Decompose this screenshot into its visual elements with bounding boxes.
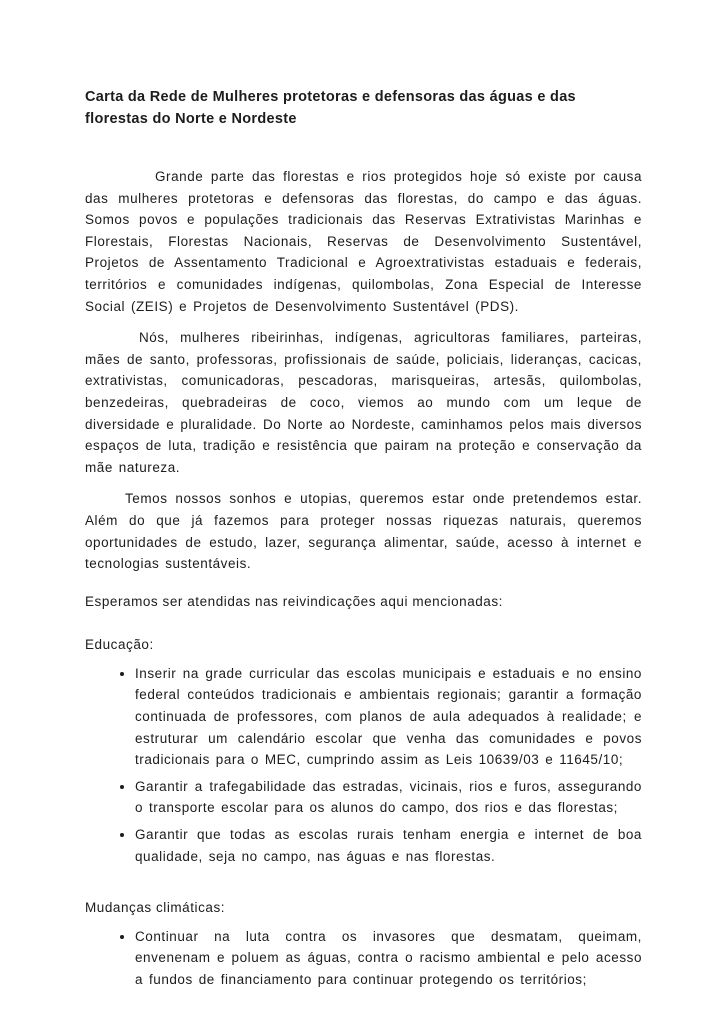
section-heading-educacao: Educação: [85, 637, 154, 653]
bullet-item: • Garantir a trafegabilidade das estradas, vicinais, rios e furos, assegurando o transporte escolar para os alunos do campo, dos rios e das florestas; [135, 776, 642, 819]
section-heading-mudancas-climaticas: Mudanças climáticas: [85, 900, 226, 916]
bullet-list-educacao [85, 663, 642, 867]
paragraph-dreams-utopias: Temos nossos sonhos e utopias, queremos estar onde pretendemos estar. Além do que já fazemos para proteger nossas riquezas naturais, queremos oportunidades de estudo, lazer, segurança alimentar, saúde, acesso à internet e tecnologias sustentáveis. [85, 491, 642, 572]
section-mudancas-climaticas [85, 897, 642, 990]
bullet-item: • Inserir na grade curricular das escolas municipais e estaduais e no ensino federal conteúdos tradicionais e ambientais regionais; garantir a formação continuada de professores, com planos de aula adequados à realidade; e estruturar um calendário escolar que venha das comunidades e povos tradicionais para o MEC, cumprindo assim as Leis 10639/03 e 11645/10; [135, 663, 642, 771]
claims-intro-line: Esperamos ser atendidas nas reivindicações aqui mencionadas: [85, 593, 503, 609]
bullet-item: • Continuar na luta contra os invasores que desmatam, queimam, envenenam e poluem as águas, contra o racismo ambiental e pelo acesso a fundos de financiamento para continuar protegendo os territórios; [135, 926, 642, 991]
paragraph-women-identities: Nós, mulheres ribeirinhas, indígenas, agricultoras familiares, parteiras, mães de santo, professoras, profissionais de saúde, policiais, lideranças, cacicas, extrativistas, comunicadoras, pescadoras, marisqueiras, artesãs, quilombolas, benzedeiras, quebradeiras de coco, viemos ao mundo com um leque de diversidade e pluralidade. Do Norte ao Nordeste, caminhamos pelos mais diversos espaços de luta, tradição e resistência que pairam na proteção e conservação da mãe natureza. [85, 330, 642, 475]
bullet-item: • Garantir que todas as escolas rurais tenham energia e internet de boa qualidade, seja no campo, nas águas e nas florestas. [135, 824, 642, 867]
paragraph-intro-forests: Grande parte das florestas e rios protegidos hoje só existe por causa das mulheres protetoras e defensoras das florestas, do campo e das águas. Somos povos e populações tradicionais das Reservas Extrativistas Marinhas e Florestais, Florestas Nacionais, Reservas de Desenvolvimento Sustentável, Projetos de Assentamento Tradicional e Agroextrativistas estaduais e federais, territórios e comunidades indígenas, quilombolas, Zona Especial de Interesse Social (ZEIS) e Projetos de Desenvolvimento Sustentável (PDS). [85, 169, 642, 314]
section-educacao [85, 634, 642, 867]
bullet-list-mudancas-climaticas [85, 926, 642, 991]
document-title: Carta da Rede de Mulheres protetoras e defensoras das águas e das florestas do Norte e Nordeste [85, 89, 576, 127]
